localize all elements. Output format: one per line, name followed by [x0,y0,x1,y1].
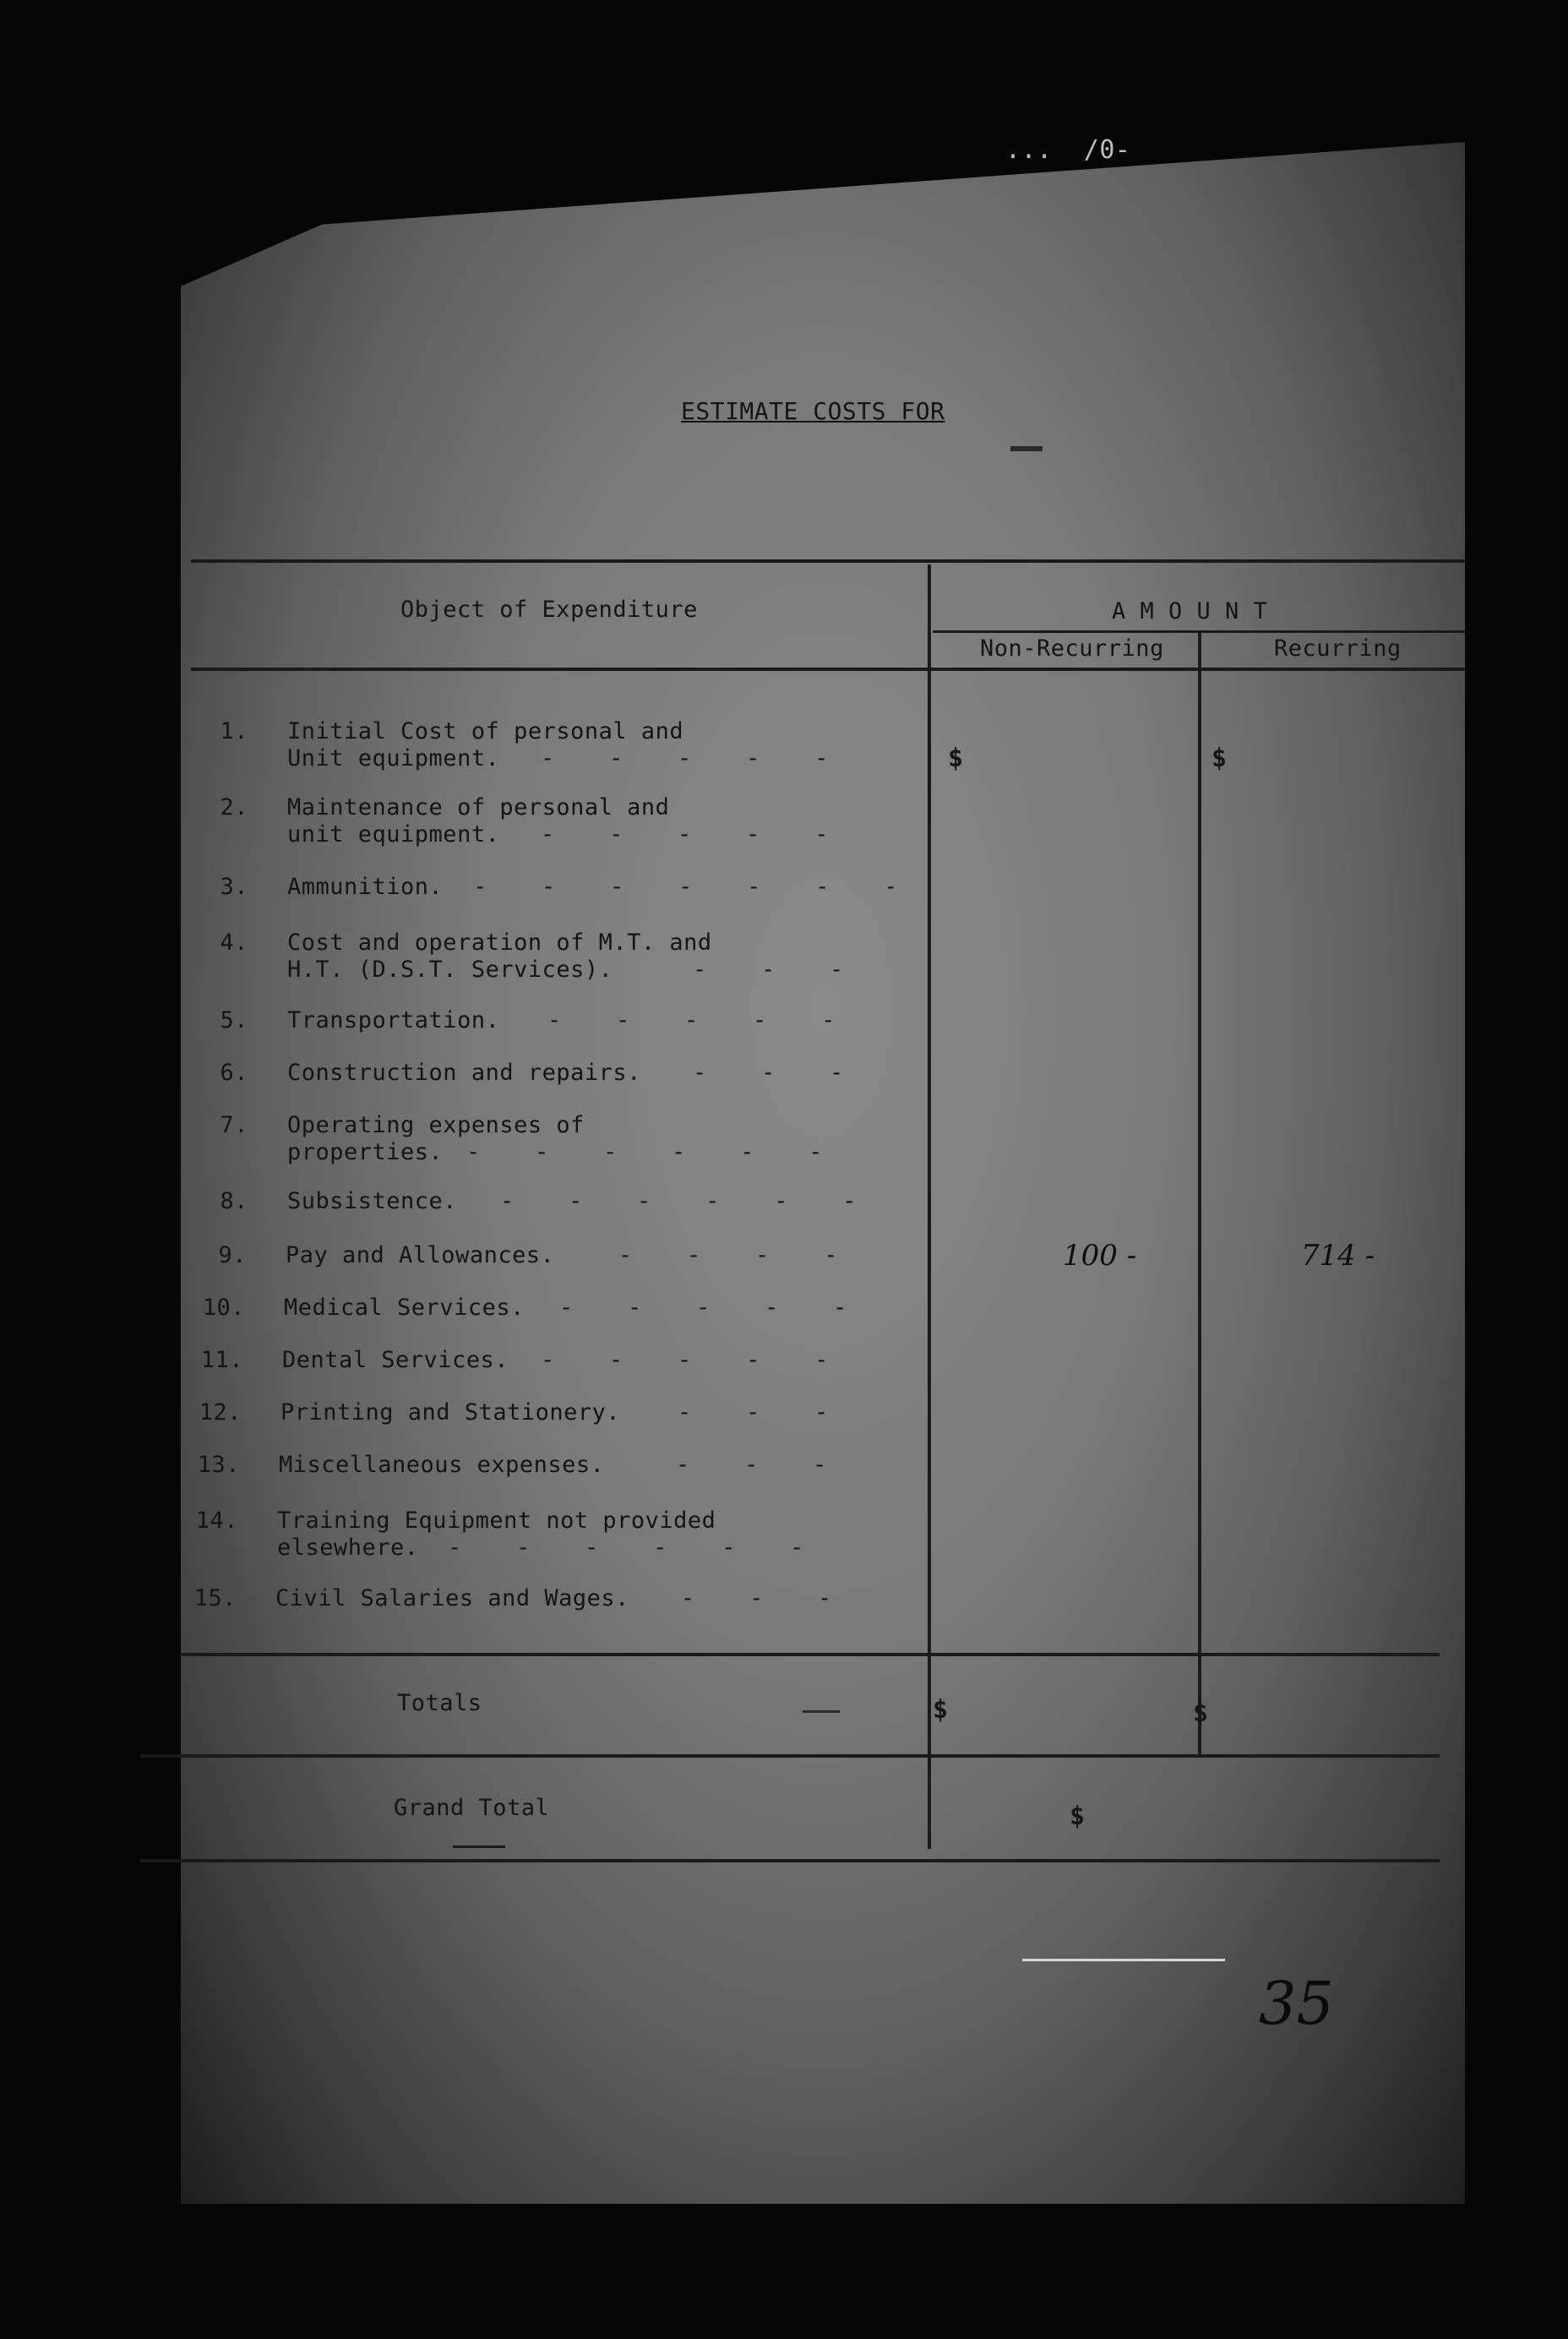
form-sheet [181,142,1465,2204]
item-description-line: Dental Services. [282,1347,509,1373]
totals-non-recurring-dollar: $ [933,1695,949,1725]
item-leader-dashes: - - - - - [541,745,832,771]
item-number: 3. [220,874,248,900]
item-number: 9. [218,1242,247,1268]
table-top-rule [191,559,1465,563]
item-leader-dashes: - - - [678,1399,832,1426]
item-description [282,1347,509,1374]
item-number: 1. [220,718,248,744]
totals-dash [803,1710,840,1713]
item-description-line: properties. [287,1139,444,1165]
item-description-line: Medical Services. [284,1295,525,1321]
item-number: 15. [193,1585,237,1611]
item-leader-dashes: - - - - - - [448,1535,808,1561]
item-description [279,1452,604,1479]
totals-bottom-rule [140,1754,1440,1758]
grand-total-underline [453,1846,505,1848]
item-description-line: Initial Cost of personal and [287,718,684,744]
header-amount: A M O U N T [1112,598,1268,624]
grand-total-dollar: $ [1070,1802,1086,1831]
item-description-line: Miscellaneous expenses. [279,1452,605,1478]
item-non-recurring-dollar: $ [948,744,964,773]
item-leader-dashes: - - - - - [547,1007,839,1033]
item-recurring-dollar: $ [1211,744,1228,773]
column-divider-main [928,564,931,1849]
item-leader-dashes: - - - - - - - [473,874,901,900]
item-number: 8. [220,1188,248,1214]
body-bottom-rule [181,1653,1440,1656]
item-number: 10. [202,1295,245,1321]
item-recurring-amount: 714 - [1301,1239,1375,1273]
item-leader-dashes: - - - - - - [500,1188,860,1214]
item-description-line: unit equipment. [287,821,500,848]
item-description [287,874,443,901]
item-description [287,1007,499,1034]
item-description [287,1060,641,1087]
form-title: ESTIMATE COSTS FOR [681,397,945,425]
item-leader-dashes: - - - - - [559,1295,851,1321]
item-description-line: Transportation. [287,1007,500,1033]
item-number: 4. [220,930,248,956]
item-non-recurring-amount: 100 - [1063,1239,1137,1273]
item-number: 13. [197,1452,240,1478]
item-description-line: Ammunition. [287,874,444,900]
item-leader-dashes: - - - [676,1452,830,1478]
item-leader-dashes: - - - [681,1585,836,1611]
item-description-line: Printing and Stationery. [280,1399,621,1426]
item-leader-dashes: - - - - [618,1242,841,1268]
item-description-line: elsewhere. [277,1535,419,1561]
totals-label: Totals [397,1690,482,1716]
item-number: 14. [195,1508,238,1534]
item-number: 2. [220,794,248,821]
item-description [286,1242,554,1269]
item-number: 6. [220,1060,248,1086]
item-description-line: Construction and repairs. [287,1060,641,1086]
item-description-line: Subsistence. [287,1188,458,1214]
item-leader-dashes: - - - - - - [466,1139,826,1165]
item-leader-dashes: - - - [693,1060,847,1086]
item-description [284,1295,525,1322]
item-description [287,930,712,984]
item-description [280,1399,620,1426]
item-description-line: Civil Salaries and Wages. [275,1585,629,1611]
top-reference-code: ... /0- [1005,135,1131,165]
item-description [275,1585,629,1612]
item-number: 7. [220,1112,248,1138]
header-non-recurring: Non-Recurring [980,635,1164,662]
item-description [287,1188,457,1215]
item-leader-dashes: - - - [693,957,847,983]
item-description-line: Unit equipment. [287,745,500,771]
item-description-line: Training Equipment not provided [277,1508,716,1534]
grand-total-bottom-rule [140,1859,1440,1862]
header-recurring: Recurring [1274,635,1402,662]
totals-recurring-dollar: $ [1193,1698,1209,1728]
grand-total-label: Grand Total [394,1795,550,1821]
item-description-line: Maintenance of personal and [287,794,670,821]
header-object-of-expenditure: Object of Expenditure [400,597,698,623]
page-number: 35 [1259,1969,1335,2038]
column-divider-recurring [1198,632,1201,1756]
item-leader-dashes: - - - - - [541,1347,832,1373]
item-description-line: Operating expenses of [287,1112,585,1138]
item-number: 5. [220,1007,248,1033]
header-bottom-rule [191,668,1465,671]
title-mark [1010,446,1043,451]
scratch-mark [1022,1959,1225,1961]
item-description-line: H.T. (D.S.T. Services). [287,957,613,983]
item-number: 12. [199,1399,242,1426]
item-description-line: Pay and Allowances. [286,1242,555,1268]
item-description-line: Cost and operation of M.T. and [287,930,712,956]
item-number: 11. [200,1347,243,1373]
item-leader-dashes: - - - - - [541,821,832,848]
